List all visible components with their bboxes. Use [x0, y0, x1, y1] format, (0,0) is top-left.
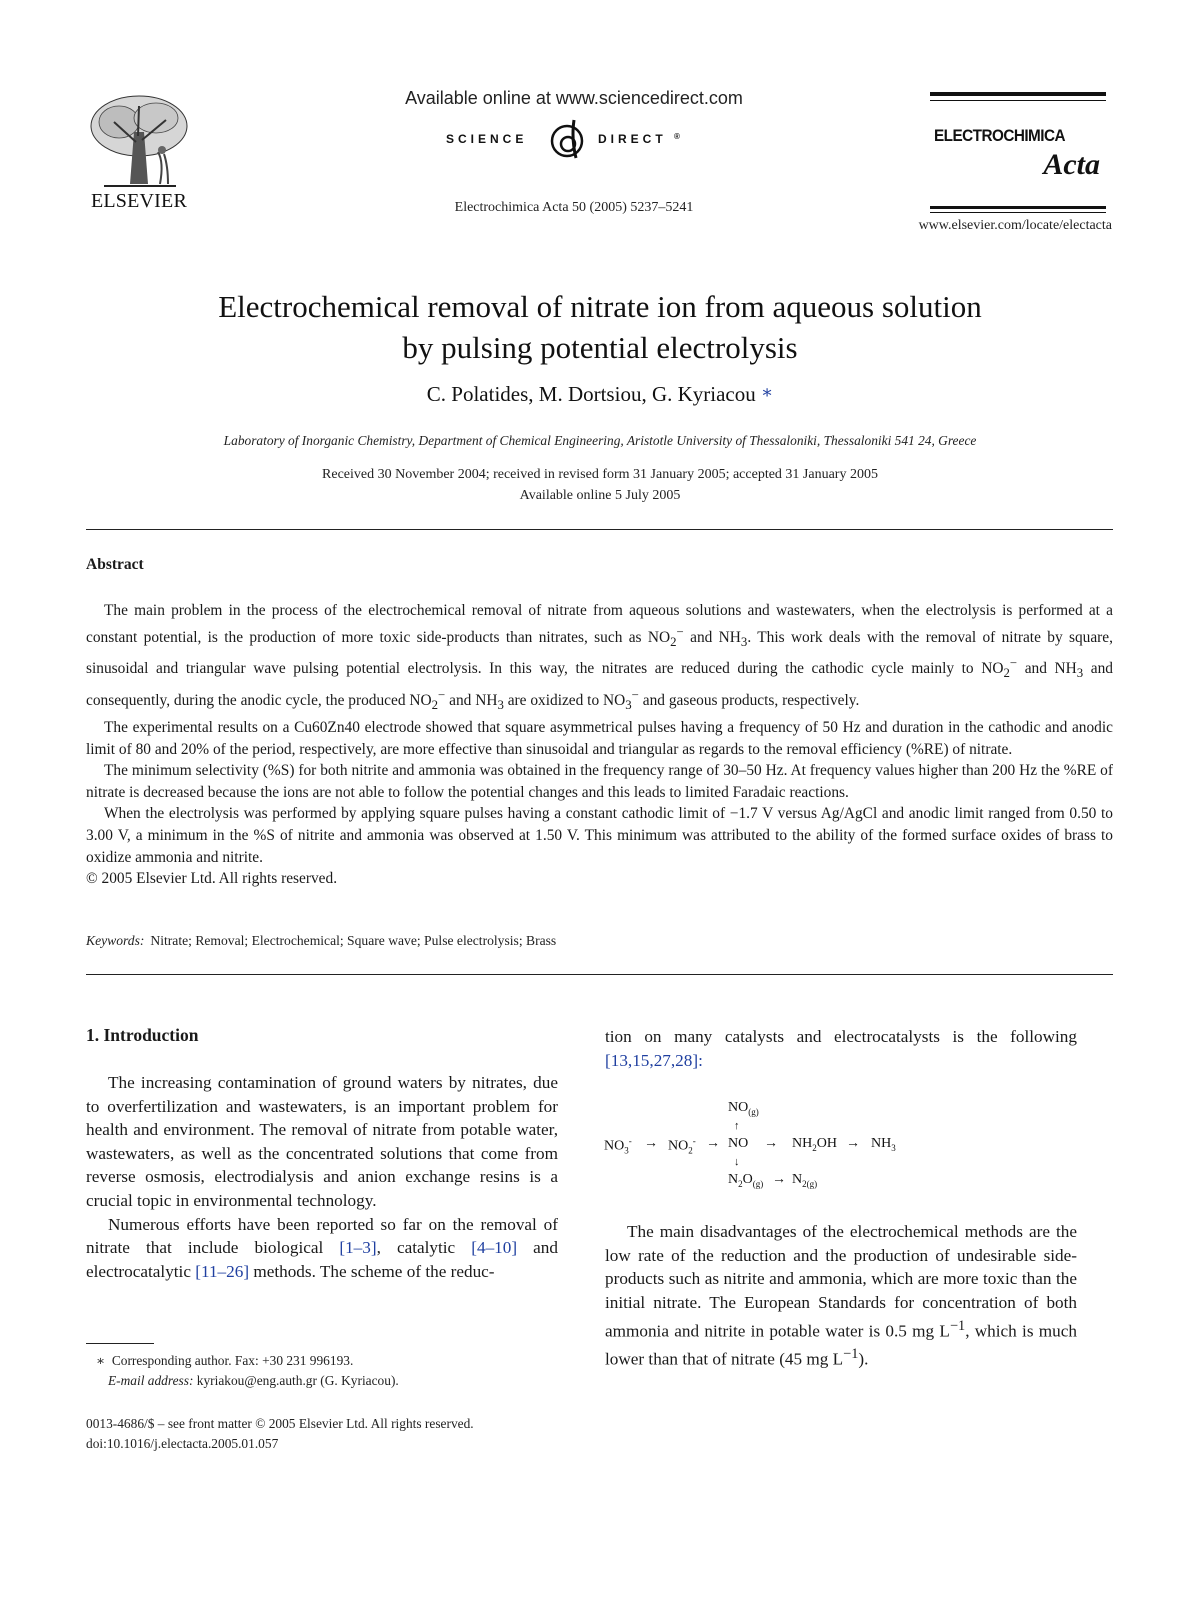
scheme-nitrous-oxide: $N_2O_{(g)}$ — [728, 1172, 764, 1189]
front-matter-issn: 0013-4686/$ – see front matter © 2005 Elsevier Ltd. All rights reserved. — [86, 1416, 474, 1431]
scheme-arrow: → — [772, 1172, 786, 1187]
keywords-text: Nitrate; Removal; Electrochemical; Square wave; Pulse electrolysis; Brass — [150, 933, 557, 948]
scheme-nitrite: $NO_2^-$ — [668, 1136, 696, 1156]
footnote-rule — [86, 1343, 154, 1344]
available-online-text: Available online at www.sciencedirect.com — [405, 88, 743, 108]
citation-link[interactable]: [13,15,27,28] — [605, 1050, 699, 1070]
abstract-paragraph-2: The experimental results on a Cu60Zn40 electrode showed that square asymmetrical pulses having a frequency of 50 Hz and duration in the cathodic and anodic limit of 80 and 20% of the period, respectively, are more effective than sinusoidal and triangular as regards to the removal efficiency (%RE) of nitrate. — [86, 718, 1113, 758]
front-matter-doi[interactable]: doi:10.1016/j.electacta.2005.01.057 — [86, 1436, 279, 1451]
keywords-label: Keywords: — [86, 933, 145, 948]
body-column-right — [605, 1025, 1077, 1371]
intro-paragraph-3: tion on many catalysts and electrocatalysts is the following [13,15,27,28]: — [605, 1027, 1077, 1070]
reaction-scheme — [600, 1096, 920, 1196]
sciencedirect-at-icon — [542, 114, 592, 164]
available-online-date: Available online 5 July 2005 — [519, 488, 681, 503]
section-heading-introduction: 1. Introduction — [86, 1025, 199, 1045]
scheme-nitrate: $NO_3^-$ — [604, 1136, 632, 1156]
journal-logo-rule-top — [930, 92, 1106, 96]
article-title-line1: Electrochemical removal of nitrate ion from aqueous solution — [218, 289, 982, 324]
journal-reference: Electrochimica Acta 50 (2005) 5237–5241 — [454, 200, 694, 215]
corresponding-author-link[interactable]: ∗ — [761, 382, 774, 402]
sciencedirect-left-word: SCIENCE — [446, 132, 528, 146]
abstract-paragraph-3: The minimum selectivity (%S) for both nitrite and ammonia was obtained in the frequency range of 30–50 Hz. At frequency values higher than 200 Hz the %RE of nitrate is decreased because the ions are not able to follow the potential changes and this leads to limited Faradaic reactions. — [86, 762, 1113, 801]
scheme-arrow: → — [846, 1136, 860, 1151]
citation-link[interactable]: [1–3] — [339, 1238, 377, 1258]
sciencedirect-logo — [440, 114, 714, 166]
elsevier-logo — [84, 92, 194, 214]
scheme-arrow-down: ↓ — [734, 1156, 740, 1168]
citation-link[interactable]: [11–26] — [195, 1261, 250, 1281]
divider-top — [86, 529, 1113, 530]
authors-text: C. Polatides, M. Dortsiou, G. Kyriacou — [426, 382, 756, 406]
elsevier-tree-icon — [84, 92, 194, 192]
footnote — [96, 1351, 399, 1391]
sciencedirect-registered-mark: ® — [674, 132, 680, 141]
author-list — [100, 382, 1100, 407]
journal-url[interactable]: www.elsevier.com/locate/electacta — [918, 218, 1112, 233]
journal-logo — [930, 92, 1106, 224]
journal-logo-rule-bottom — [930, 206, 1106, 209]
intro-paragraph-1: The increasing contamination of ground waters by nitrates, due to overfertilization and wastewaters, is an important problem for health and environment. The removal of nitrate from potable water, wastewaters, as well as the concentrated solutions that come from reverse osmosis, electrodialysis and anion exchange resins is a crucial topic in environmental technology. — [86, 1073, 558, 1210]
citation-link[interactable]: [4–10] — [471, 1238, 518, 1258]
intro-paragraph-4: The main disadvantages of the electrochemical methods are the low rate of the reduction and the production of undesirable side-products such as nitrite and ammonia, which are more toxic than the initial nitrate. The European Standards for concentration of both ammonia and nitrite in potable water is 0.5 mg $L^{-1}$, which is much lower than that of nitrate (45 mg $L^{-1}$). — [605, 1222, 1077, 1369]
body-column-left — [86, 1071, 558, 1283]
journal-logo-rule-bottom-thin — [930, 212, 1106, 213]
abstract-body — [86, 600, 1113, 890]
scheme-arrow: → — [644, 1136, 658, 1151]
footnote-email: E-mail address: kyriakou@eng.auth.gr (G. Kyriacou). — [108, 1373, 399, 1388]
front-matter — [86, 1414, 474, 1454]
scheme-nitrogen: $N_{2(g)}$ — [792, 1172, 818, 1189]
scheme-no: NO — [728, 1136, 749, 1151]
journal-logo-acta: Acta — [1043, 148, 1100, 181]
scheme-arrow: → — [764, 1136, 778, 1151]
scheme-ammonia: $NH_3$ — [871, 1136, 896, 1153]
intro-paragraph-2: Numerous efforts have been reported so far on the removal of nitrate that include biological [1–3], catalytic [4–10] and electrocatalytic [11–26] methods. The scheme of the reduc- — [86, 1214, 558, 1281]
keywords — [86, 933, 556, 949]
scheme-hydroxylamine: $NH_2OH$ — [792, 1136, 837, 1153]
footnote-corresponding: ∗ Corresponding author. Fax: +30 231 996193. — [96, 1353, 354, 1368]
article-title — [100, 286, 1100, 368]
elsevier-wordmark: ELSEVIER — [90, 190, 188, 212]
scheme-no-gas: $NO_{(g)}$ — [728, 1100, 759, 1117]
abstract-heading: Abstract — [86, 556, 144, 573]
divider-bottom — [86, 974, 1113, 975]
abstract-paragraph-4: When the electrolysis was performed by applying square pulses having a constant cathodic limit of −1.7 V versus Ag/AgCl and anodic limit ranged from 0.50 to 3.00 V, a minimum in the %S of nitrite and ammonia was observed at 1.50 V. This minimum was attributed to the ability of the formed surface oxides of brass to oxidize ammonia and nitrite. — [86, 805, 1113, 866]
received-dates: Received 30 November 2004; received in revised form 31 January 2005; accepted 31 January 2005 — [322, 467, 878, 482]
abstract-copyright: © 2005 Elsevier Ltd. All rights reserved. — [86, 870, 338, 888]
abstract-paragraph-1: The main problem in the process of the electrochemical removal of nitrate from aqueous solutions and wastewaters, when the electrolysis is performed at a constant potential, is the production of more toxic side-products than nitrates, such as $NO_2^-$ and $NH_3$. This work deals with the removal of nitrate by square, sinusoidal and triangular wave pulsing potential electrolysis. In this way, the nitrates are reduced during the cathodic cycle mainly to $NO_2^-$ and $NH_3$ and consequently, during the anodic cycle, the produced $NO_2^-$ and $NH_3$ are oxidized to $NO_3^-$ and gaseous products, respectively. — [86, 602, 1113, 713]
email-link[interactable]: kyriakou@eng.auth.gr (G. Kyriacou). — [196, 1373, 399, 1388]
journal-logo-title: ELECTROCHIMICA — [934, 126, 1065, 145]
sciencedirect-right-word: DIRECT — [598, 132, 667, 146]
article-history — [100, 464, 1100, 506]
scheme-arrow: → — [706, 1136, 720, 1151]
journal-logo-rule-top-thin — [930, 100, 1106, 101]
scheme-arrow-up: ↑ — [734, 1120, 740, 1132]
article-title-line2: by pulsing potential electrolysis — [402, 330, 798, 365]
affiliation: Laboratory of Inorganic Chemistry, Department of Chemical Engineering, Aristotle University of Thessaloniki, Thessaloniki 541 24, Greece — [223, 433, 977, 448]
